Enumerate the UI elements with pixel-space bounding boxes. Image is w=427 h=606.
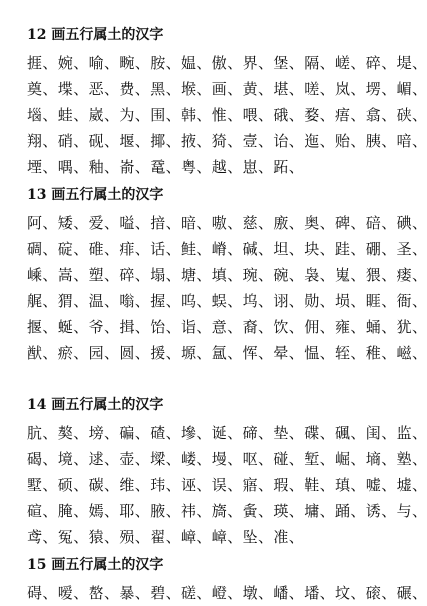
character-row: 碹、腌、嫣、耶、腋、祎、旖、夤、瑛、墉、踊、诱、与、 (27, 502, 427, 520)
character-row: 碣、境、逑、壶、墚、嵝、墁、呕、碰、堑、崛、墒、塾、 (27, 450, 427, 468)
character-row: 奠、堞、恶、费、黑、堠、画、黄、堪、嗟、岚、塄、嵋、 (27, 80, 427, 98)
character-row: 墅、硕、碳、维、玮、诬、误、寤、瑕、鞋、瑱、嘘、墟、 (27, 476, 427, 494)
section-12-strokes (27, 26, 427, 180)
character-row: 嵊、嵩、塑、碎、塌、塘、填、琬、碗、袅、嵬、猥、瘘、 (27, 266, 427, 284)
character-row: 捱、婉、喻、畹、胺、媪、傲、界、堡、隔、嵯、碎、堤、 (27, 54, 427, 72)
character-row: 猷、瘀、园、圆、援、塬、氲、恽、晕、愠、轾、稚、嵫、 (27, 344, 427, 362)
character-row: 翔、硝、砚、堰、揶、掖、猗、壹、诒、迤、贻、胰、喑、 (27, 132, 427, 150)
character-list (27, 50, 427, 180)
character-row: 碉、碇、碓、痱、话、鲑、嵴、碱、坦、块、跬、硼、圣、 (27, 240, 427, 258)
section-14-strokes (27, 396, 427, 550)
section-heading: 14 画五行属土的汉字 (27, 397, 164, 413)
character-row: 鸢、冤、猿、殒、翟、嶂、嶂、坠、准、 (27, 528, 305, 546)
character-list (27, 210, 427, 366)
section-heading: 15 画五行属土的汉字 (27, 557, 164, 573)
spacer (27, 550, 382, 554)
character-list (27, 420, 427, 550)
character-row: 阿、矮、爱、嗌、揞、暗、嗷、慈、廒、奥、碑、碚、碘、 (27, 214, 427, 232)
character-row: 堖、蛙、崴、为、围、韩、惟、喂、硪、婺、痦、翕、硖、 (27, 106, 427, 124)
character-row: 艉、猬、温、嗡、握、呜、蜈、坞、诩、勋、埙、睚、衙、 (27, 292, 427, 310)
character-row: 堙、喁、釉、嵛、鼋、粤、越、崽、跖、 (27, 158, 305, 176)
character-list (27, 580, 427, 602)
character-row: 碍、嗳、嶅、暴、碧、磋、嶝、墩、嶓、墦、坟、磙、碾、 (27, 584, 427, 602)
character-row: 肮、獒、塝、碥、碴、墋、诞、碲、垫、碟、碸、闺、监、 (27, 424, 427, 442)
section-heading: 13 画五行属土的汉字 (27, 187, 164, 203)
section-heading: 12 画五行属土的汉字 (27, 27, 164, 43)
section-15-strokes (27, 556, 427, 602)
section-13-strokes (27, 186, 427, 366)
spacer (27, 180, 382, 184)
character-row: 揠、蜒、爷、揖、饴、诣、意、裔、饮、佣、雍、蛹、犹、 (27, 318, 427, 336)
spacer (27, 366, 382, 396)
